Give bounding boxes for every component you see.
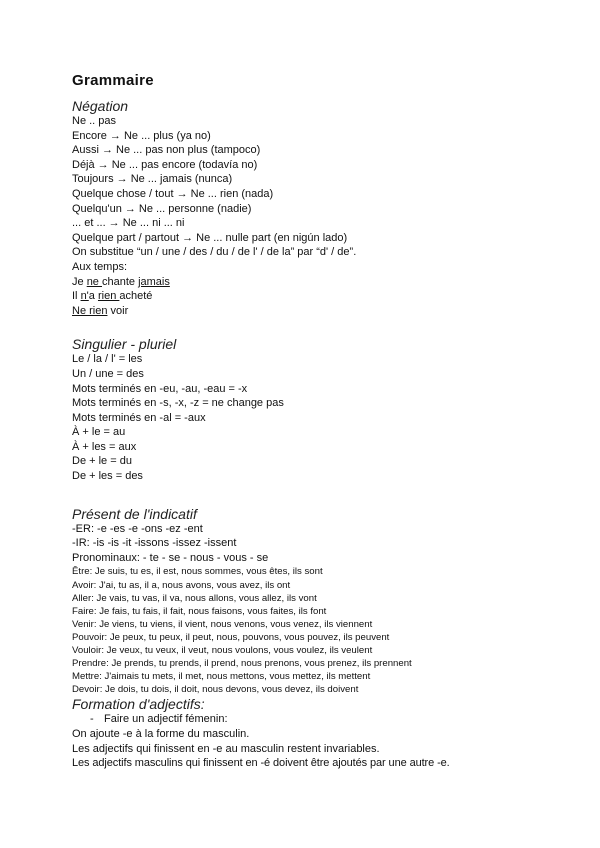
singulier-line: Mots terminés en -al = -aux: [72, 411, 206, 424]
negation-line: Quelque part / partout → Ne ... nulle part (en nigún lado): [72, 231, 348, 244]
bullet-item: [72, 712, 542, 727]
section-heading-formation: Formation d'adjectifs:: [72, 696, 205, 713]
example-text: a: [88, 290, 98, 303]
verb-conjugation: Faire: Je fais, tu fais, il fait, nous faisons, vous faites, ils font: [72, 605, 327, 617]
present-line: -ER: -e -es -e -ons -ez -ent: [72, 522, 203, 535]
singulier-list: [72, 352, 542, 483]
formation-line: On ajoute -e à la forme du masculin.: [72, 727, 250, 740]
singulier-line: Un / une = des: [72, 367, 144, 380]
negation-list: [72, 114, 542, 318]
verb-conjugation: Venir: Je viens, tu viens, il vient, nous venons, vous venez, ils viennent: [72, 618, 373, 630]
section-gap: [72, 484, 542, 506]
singulier-line: De + le = du: [72, 455, 132, 468]
verb-conjugation: Avoir: J'ai, tu as, il a, nous avons, vous avez, ils ont: [72, 579, 291, 591]
underlined-word: jamais: [138, 275, 170, 288]
verb-conjugation: Pouvoir: Je peux, tu peux, il peut, nous, pouvons, vous pouvez, ils peuvent: [72, 631, 390, 643]
present-line: Pronominaux: - te - se - nous - vous - se: [72, 551, 269, 564]
underlined-word: Ne rien: [72, 304, 108, 317]
section-gap: [72, 318, 542, 336]
negation-line: ... et ... → Ne ... ni ... ni: [72, 217, 185, 230]
formation-line: Les adjectifs qui finissent en -e au masculin restent invariables.: [72, 742, 380, 755]
example-text: acheté: [119, 290, 153, 303]
negation-line: Encore → Ne ... plus (ya no): [72, 129, 211, 142]
negation-line: Ne .. pas: [72, 115, 117, 127]
example-text: chante: [101, 275, 139, 288]
negation-line: Déjà → Ne ... pas encore (todavía no): [72, 158, 258, 171]
present-list: [72, 522, 542, 697]
document-page: [72, 72, 542, 771]
singulier-line: Mots terminés en -eu, -au, -eau = -x: [72, 382, 248, 395]
underlined-word: n': [80, 290, 89, 303]
negation-line: Aux temps:: [72, 260, 128, 273]
negation-line: Quelque chose / tout → Ne ... rien (nada): [72, 187, 274, 200]
negation-line: Toujours → Ne ... jamais (nunca): [72, 173, 233, 186]
singulier-line: Le / la / l' = les: [72, 353, 143, 366]
singulier-line: Mots terminés en -s, -x, -z = ne change pas: [72, 397, 284, 410]
verb-conjugation: Prendre: Je prends, tu prends, il prend, nous prenons, vous prenez, ils prennent: [72, 658, 412, 670]
negation-example-2: [72, 289, 542, 304]
negation-line: On substitue “un / une / des / du / de l' / de la” par “d' / de”.: [72, 246, 357, 259]
negation-example-1: [72, 275, 542, 290]
negation-line: Quelqu'un → Ne ... personne (nadie): [72, 202, 252, 215]
verb-conjugation: Être: Je suis, tu es, il est, nous sommes, vous êtes, ils sont: [72, 566, 323, 578]
example-text: voir: [107, 304, 129, 317]
bullet-dash: -: [90, 713, 94, 726]
page-title: Grammaire: [72, 72, 154, 89]
verb-conjugation: Vouloir: Je veux, tu veux, il veut, nous voulons, vous voulez, ils veulent: [72, 645, 373, 656]
formation-line: Les adjectifs masculins qui finissent en -é doivent être ajoutés par une autre -e.: [72, 757, 450, 770]
underlined-word: rien: [97, 290, 120, 303]
underlined-word: ne: [86, 275, 102, 288]
negation-line: Aussi → Ne ... pas non plus (tampoco): [72, 144, 261, 157]
example-text: Je: [72, 275, 87, 288]
negation-example-3: [72, 304, 542, 319]
singulier-line: De + les = des: [72, 470, 143, 483]
verb-conjugation: Mettre: J'aimais tu mets, il met, nous mettons, vous mettez, ils mettent: [72, 671, 371, 683]
verb-conjugation: Aller: Je vais, tu vas, il va, nous allons, vous allez, ils vont: [72, 592, 317, 604]
singulier-line: À + le = au: [72, 426, 126, 439]
example-text: Il: [72, 290, 81, 303]
section-heading-negation: Négation: [72, 98, 129, 114]
present-line: -IR: -is -is -it -issons -issez -issent: [72, 537, 237, 550]
verb-conjugation: Devoir: Je dois, tu dois, il doit, nous devons, vous devez, ils doivent: [72, 684, 359, 696]
singulier-line: À + les = aux: [72, 440, 137, 453]
section-heading-singulier-pluriel: Singulier - pluriel: [72, 336, 177, 353]
section-heading-present: Présent de l'indicatif: [72, 505, 197, 522]
bullet-text: Faire un adjectif fémenin:: [104, 713, 228, 726]
formation-list: [72, 712, 542, 770]
